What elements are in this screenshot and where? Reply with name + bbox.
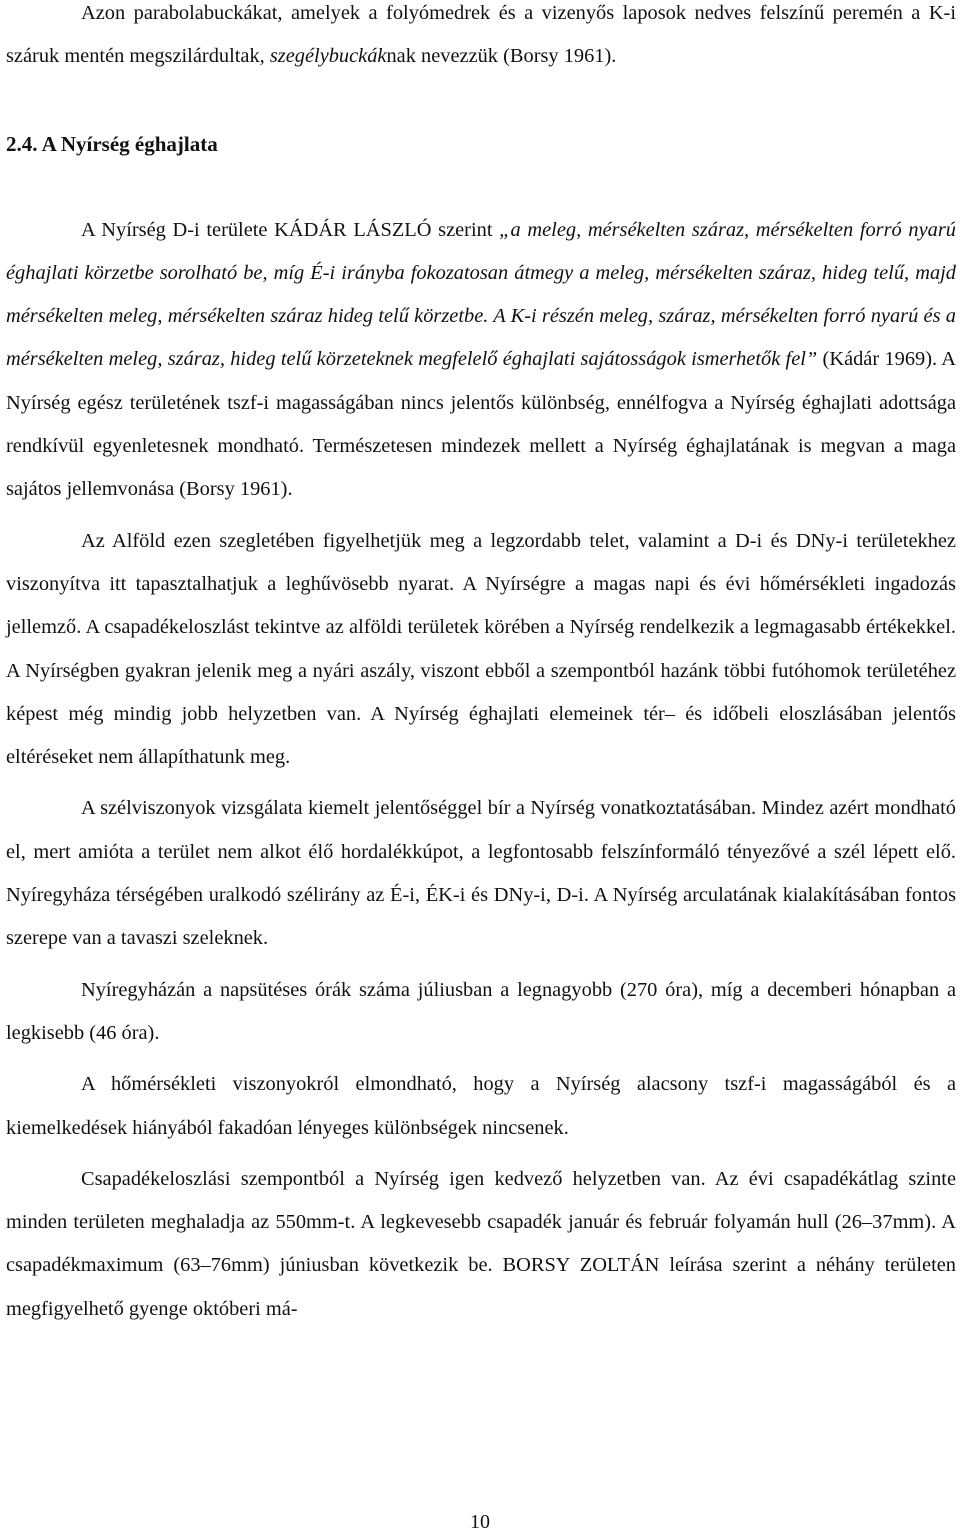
document-page (6, 0, 956, 1331)
precipitation-paragraph: Csapadékeloszlási szempontból a Nyírség igen kedvező helyzetben van. Az évi csapadékátlag szinte minden területen meghaladja az 550mm-t. A legkevesebb csapadék január és február folyamán hull (26–37mm). A csapadékmaximum (63–76mm) júniusban következik be. BORSY ZOLTÁN leírása szerint a néhány területen megfigyelhető gyenge októberi má- (6, 1167, 956, 1320)
intro-text-start: Azon parabolabuckákat, amelyek a folyómedrek és a vizenyős laposok nedves felszínű peremén a K-i száruk mentén megszilárdultak, (6, 2, 956, 68)
sunshine-paragraph: Nyíregyházán a napsütéses órák száma júliusban a legnagyobb (270 óra), míg a decemberi hónapban a legkisebb (46 óra). (6, 978, 956, 1044)
section-number: 2.4. (6, 131, 38, 156)
wind-paragraph: A szélviszonyok vizsgálata kiemelt jelentőséggel bír a Nyírség vonatkoztatásában. Mindez azért mondható el, mert amióta a terület nem alkot élő hordalékkúpot, a legfontosabb felszínformáló tényezővé a szél lépett elő. Nyíregyháza térségében uralkodó szélirány az É-i, ÉK-i és DNy-i, D-i. A Nyírség arculatának kialakításában fontos szerepe van a tavaszi szeleknek. (6, 797, 956, 950)
temperature-paragraph: A hőmérsékleti viszonyokról elmondható, hogy a Nyírség alacsony tszf-i magasságából és a kiemelkedések hiányából fakadóan lényeges különbségek nincsenek. (6, 1073, 956, 1139)
climate-paragraph-1 (6, 209, 956, 512)
intro-term-italic: szegélybuckák (269, 45, 387, 68)
section-heading (6, 123, 956, 166)
intro-paragraph (6, 0, 956, 79)
climate-p1-lead: A Nyírség D-i területe KÁDÁR LÁSZLÓ szerint (81, 218, 500, 241)
climate-paragraph-2: Az Alföld ezen szegletében figyelhetjük meg a legzordabb telet, valamint a D-i és DNy-i területekhez viszonyítva itt tapasztalhatjuk a leghűvösebb nyarat. A Nyírségre a magas napi és évi hőmérsékleti ingadozás jellemző. A csapadékeloszlást tekintve az alföldi területek körében a Nyírség rendelkezik a legmagasabb értékekkel. A Nyírségben gyakran jelenik meg a nyári aszály, viszont ebből a szempontból hazánk többi futóhomok területéhez képest még mindig jobb helyzetben van. A Nyírség éghajlati elemeinek tér– és időbeli eloszlásában jelentős eltéréseket nem állapíthatunk meg. (6, 529, 956, 769)
climate-p1-rest: (Kádár 1969). A Nyírség egész területének tszf-i magasságában nincs jelentős különbség, ennélfogva a Nyírség éghajlati adottsága rendkívül egyenletesnek mondható. Természetesen mindezek mellett a Nyírség éghajlatának is megvan a maga sajátos jellemvonása (Borsy 1961). (6, 348, 956, 501)
climate-p1-quote: „a meleg, mérsékelten száraz, mérsékelten forró nyarú éghajlati körzetbe sorolható be, míg É-i irányba fokozatosan átmegy a meleg, mérsékelten száraz, hideg telű, majd mérsékelten meleg, mérsékelten száraz hideg telű körzetbe. A K-i részén meleg, száraz, mérsékelten forró nyarú és a mérsékelten meleg, száraz, hideg telű körzeteknek megfelelő éghajlati sajátosságok ismerhetők fel” (6, 218, 956, 371)
section-title: A Nyírség éghajlata (41, 131, 218, 156)
intro-text-end: nak nevezzük (Borsy 1961). (386, 45, 617, 68)
page-number: 10 (470, 1511, 490, 1533)
